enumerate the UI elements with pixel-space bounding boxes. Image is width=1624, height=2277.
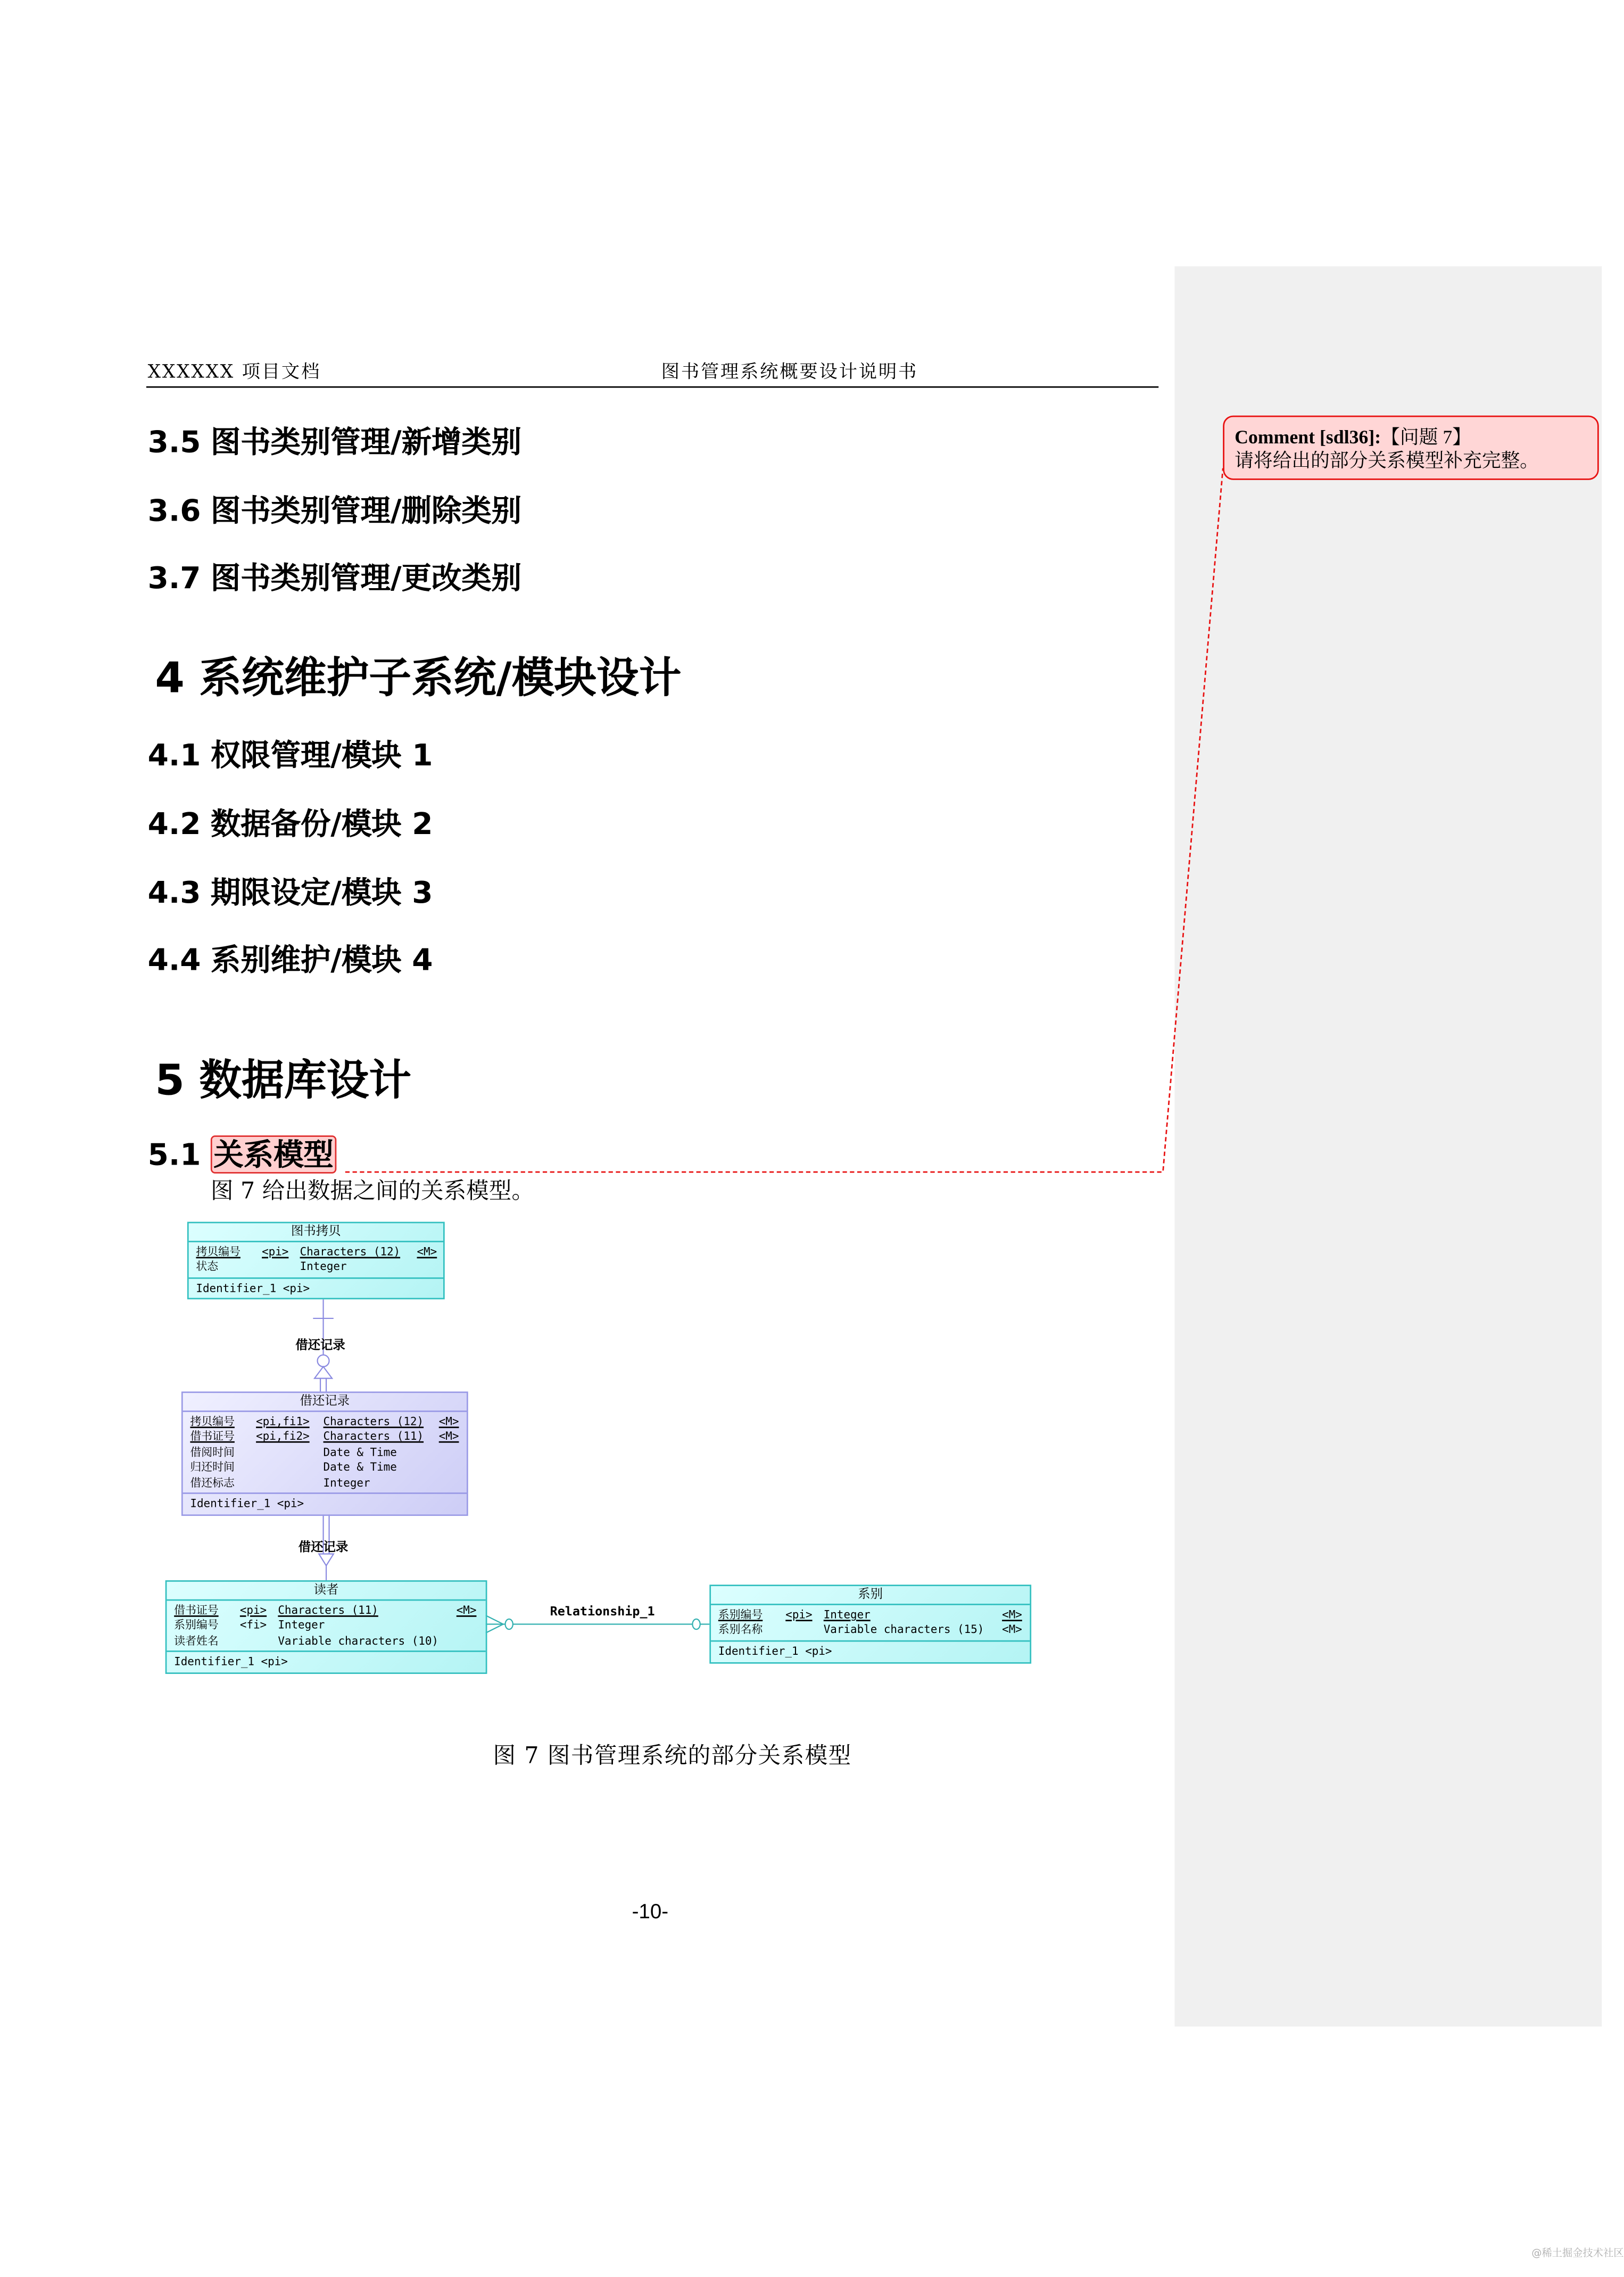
page-number: -10- — [632, 1899, 669, 1923]
heading-4: 4 系统维护子系统/模块设计 — [155, 653, 682, 703]
attribute-row: 借书证号 <pi> Characters (11) <M> — [174, 1604, 477, 1617]
relationship-label: 借还记录 — [298, 1540, 349, 1556]
entity-identifier: Identifier_1 <pi> — [189, 1277, 443, 1298]
attribute-row: 拷贝编号 <pi> Characters (12) <M> — [196, 1245, 437, 1259]
entity-book-copy[interactable] — [187, 1222, 445, 1299]
heading-4-2: 4.2 数据备份/模块 2 — [147, 806, 433, 842]
heading-4-4: 4.4 系别维护/模块 4 — [147, 942, 433, 978]
attribute-row: 状态 Integer — [196, 1260, 347, 1274]
entity-title: 图书拷贝 — [291, 1224, 341, 1240]
heading-3-6: 3.6 图书类别管理/删除类别 — [147, 493, 522, 529]
entity-identifier: Identifier_1 <pi> — [711, 1640, 1030, 1661]
comment-tag: 【问题 7】 — [1381, 425, 1471, 448]
heading-4-3: 4.3 期限设定/模块 3 — [147, 874, 433, 910]
figure-caption: 图 7 图书管理系统的部分关系模型 — [493, 1743, 852, 1769]
header-left: XXXXXX 项目文档 — [147, 360, 321, 382]
entity-title: 借还记录 — [300, 1394, 350, 1409]
entity-identifier: Identifier_1 <pi> — [183, 1492, 467, 1514]
entity-department[interactable] — [709, 1585, 1031, 1663]
attribute-row: 借书证号 <pi,fi2> Characters (11) <M> — [190, 1430, 459, 1443]
attribute-row: 归还时间 Date & Time — [190, 1461, 397, 1474]
watermark: @稀土掘金技术社区 — [1531, 2247, 1624, 2259]
entity-attributes — [167, 1599, 485, 1651]
attribute-row: 借阅时间 Date & Time — [190, 1445, 397, 1459]
entity-attributes — [189, 1241, 443, 1277]
heading-4-1: 4.1 权限管理/模块 1 — [147, 737, 433, 773]
attribute-row: 系别编号 <pi> Integer <M> — [718, 1608, 1022, 1621]
attribute-row: 系别名称 Variable characters (15) <M> — [718, 1623, 1022, 1637]
heading-3-7: 3.7 图书类别管理/更改类别 — [147, 560, 522, 596]
entity-attributes — [183, 1410, 467, 1492]
header-right: 图书管理系统概要设计说明书 — [661, 360, 918, 382]
heading-3-5: 3.5 图书类别管理/新增类别 — [147, 424, 522, 460]
entity-borrow-record[interactable] — [181, 1391, 468, 1516]
comment-text: 请将给出的部分关系模型补充完整。 — [1234, 449, 1539, 472]
entity-title: 读者 — [313, 1583, 339, 1598]
relationship-label: 借还记录 — [295, 1339, 345, 1354]
heading-5: 5 数据库设计 — [155, 1055, 412, 1105]
attribute-row: 系别编号 <fi> Integer — [174, 1619, 325, 1632]
heading-5-1: 5.1 关系模型 — [148, 1129, 337, 1173]
attribute-row: 读者姓名 Variable characters (10) — [174, 1634, 438, 1647]
attribute-row: 借还标志 Integer — [190, 1475, 370, 1489]
comment-balloon[interactable] — [1223, 416, 1599, 480]
entity-title: 系别 — [858, 1587, 883, 1603]
comment-label: Comment [sdl36]: — [1234, 425, 1381, 448]
relationship-label: Relationship_1 — [550, 1605, 655, 1620]
entity-reader[interactable] — [165, 1580, 487, 1674]
entity-identifier: Identifier_1 <pi> — [167, 1651, 485, 1672]
entity-attributes — [711, 1604, 1030, 1640]
comment-leader-line — [345, 468, 1223, 1172]
attribute-row: 拷贝编号 <pi,fi1> Characters (12) <M> — [190, 1415, 459, 1429]
comment-highlight[interactable]: 关系模型 — [211, 1135, 336, 1173]
body-paragraph: 图 7 给出数据之间的关系模型。 — [210, 1178, 535, 1204]
